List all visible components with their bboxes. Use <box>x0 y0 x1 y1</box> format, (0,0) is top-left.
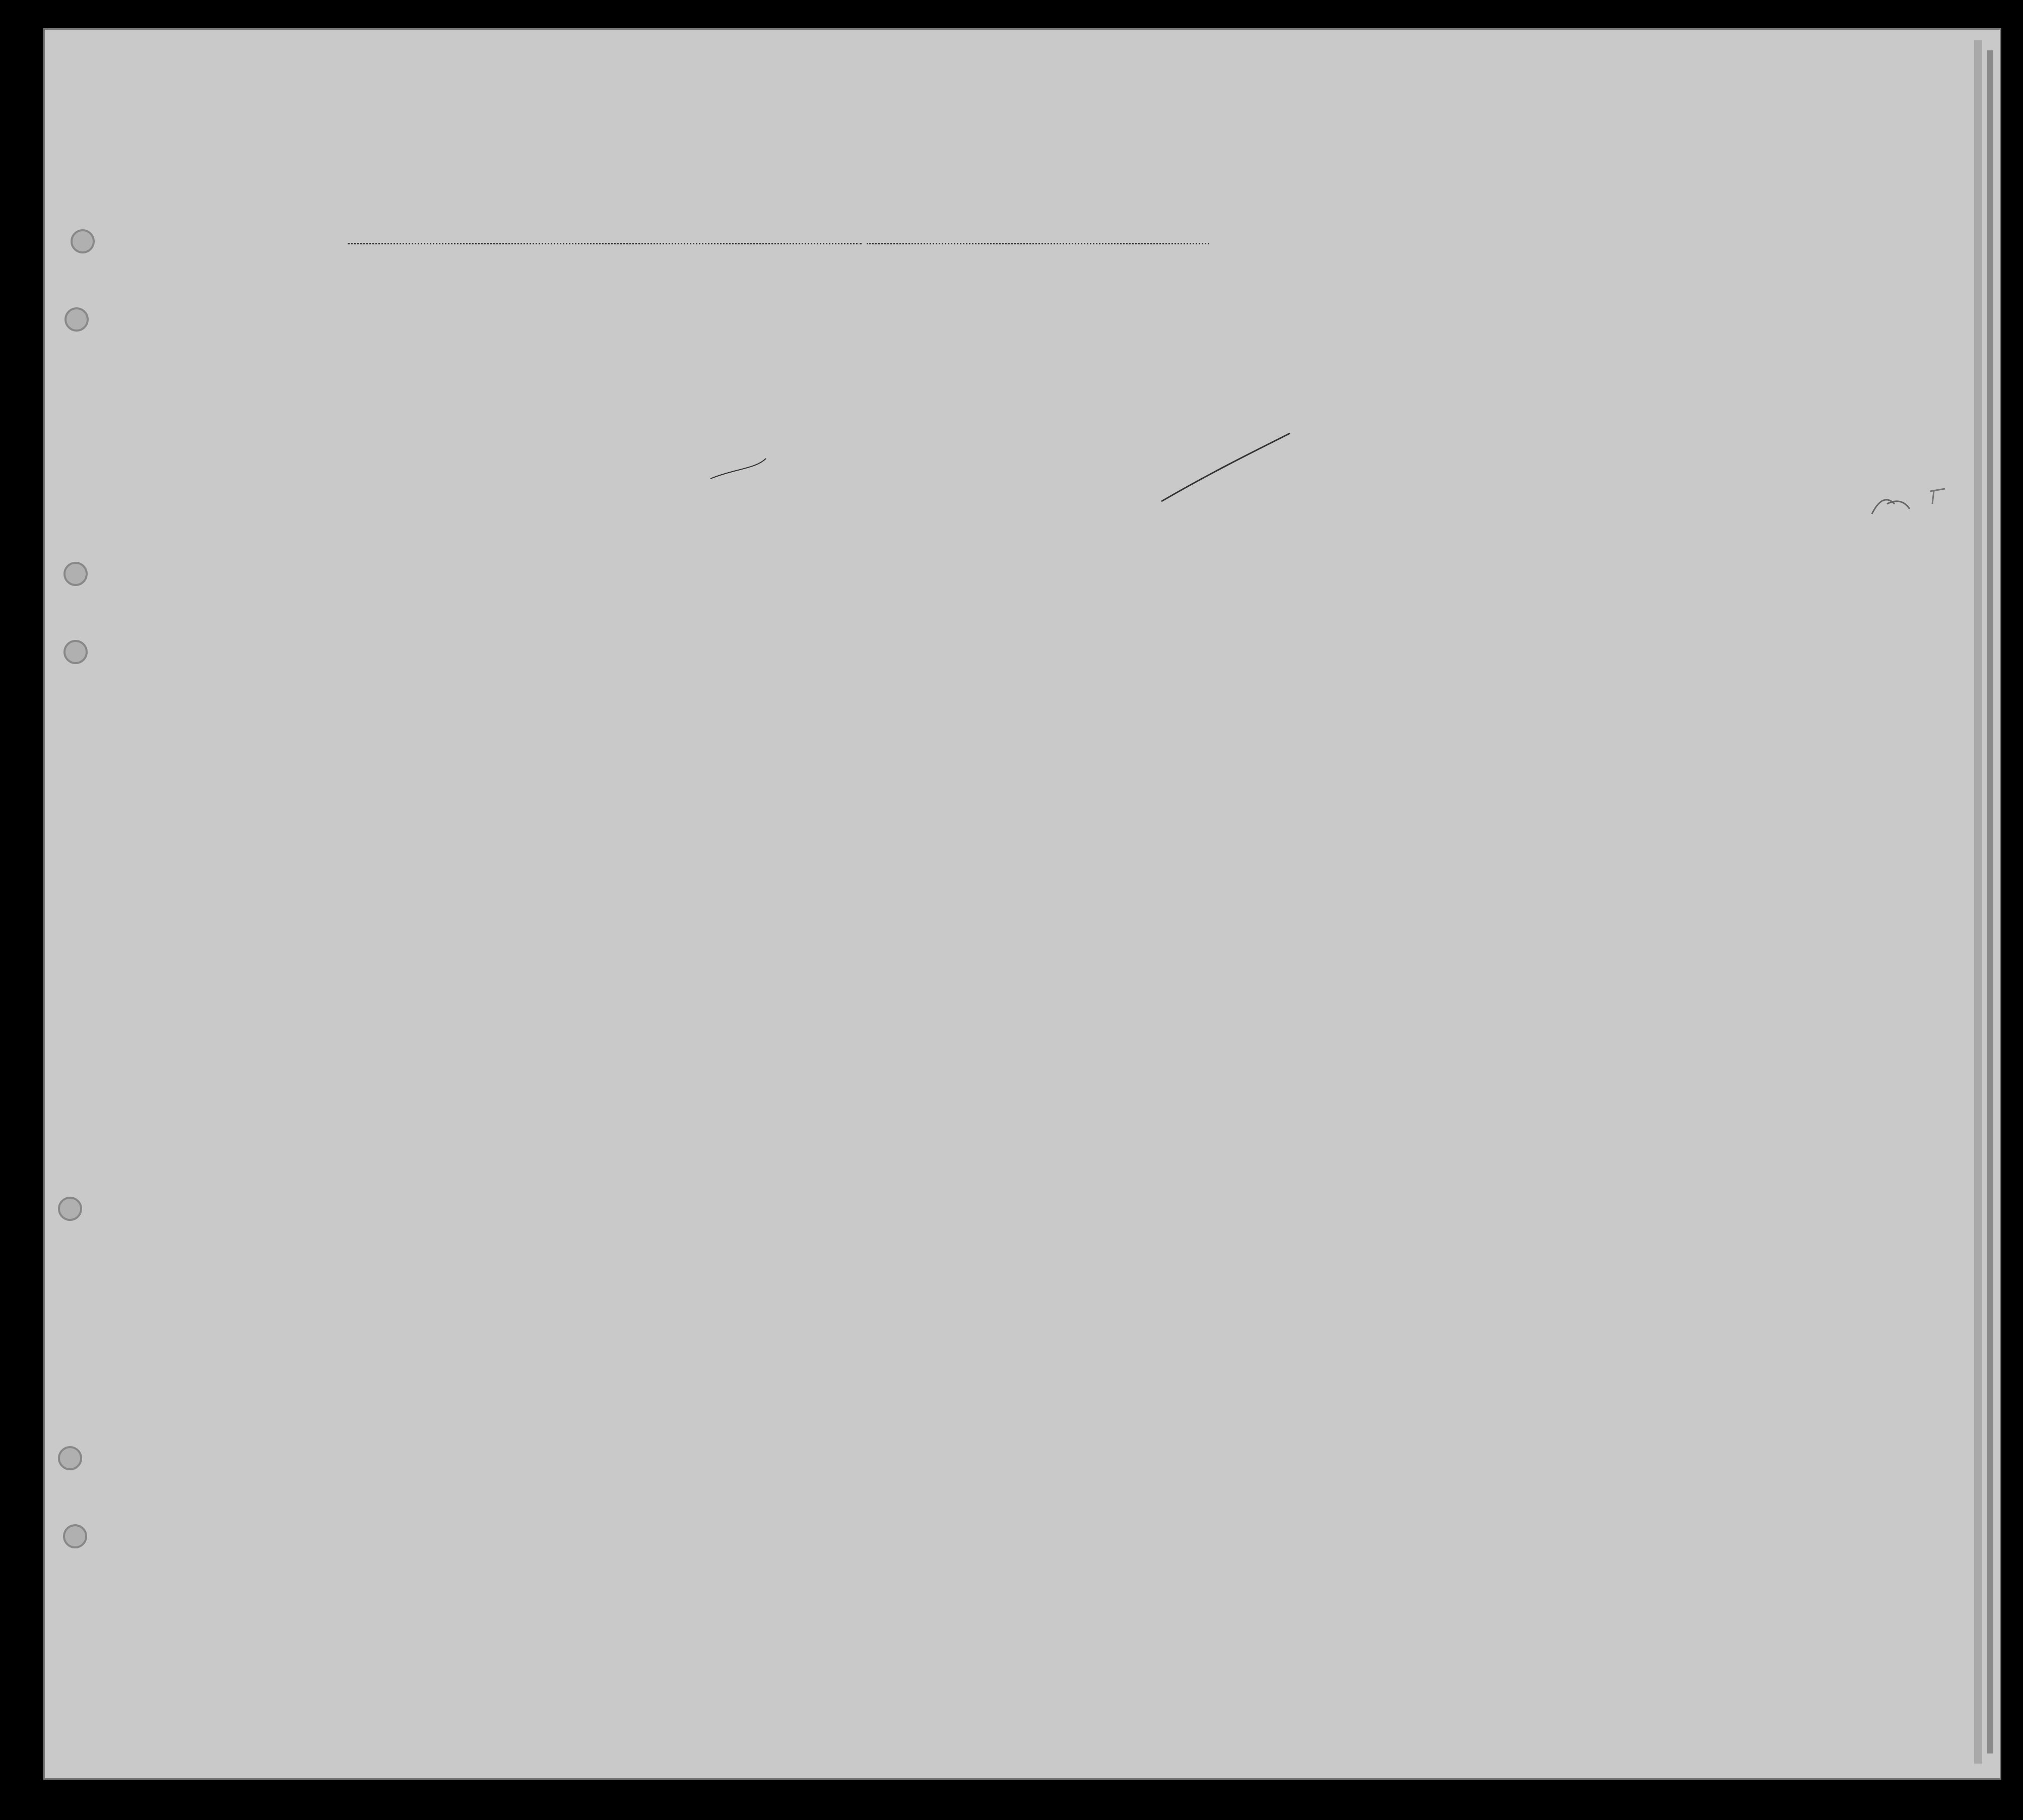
pen-stroke <box>710 459 766 479</box>
pen-stroke <box>1161 433 1290 501</box>
inspector-initials <box>1872 500 1910 514</box>
inspector-initials <box>1930 489 1945 504</box>
